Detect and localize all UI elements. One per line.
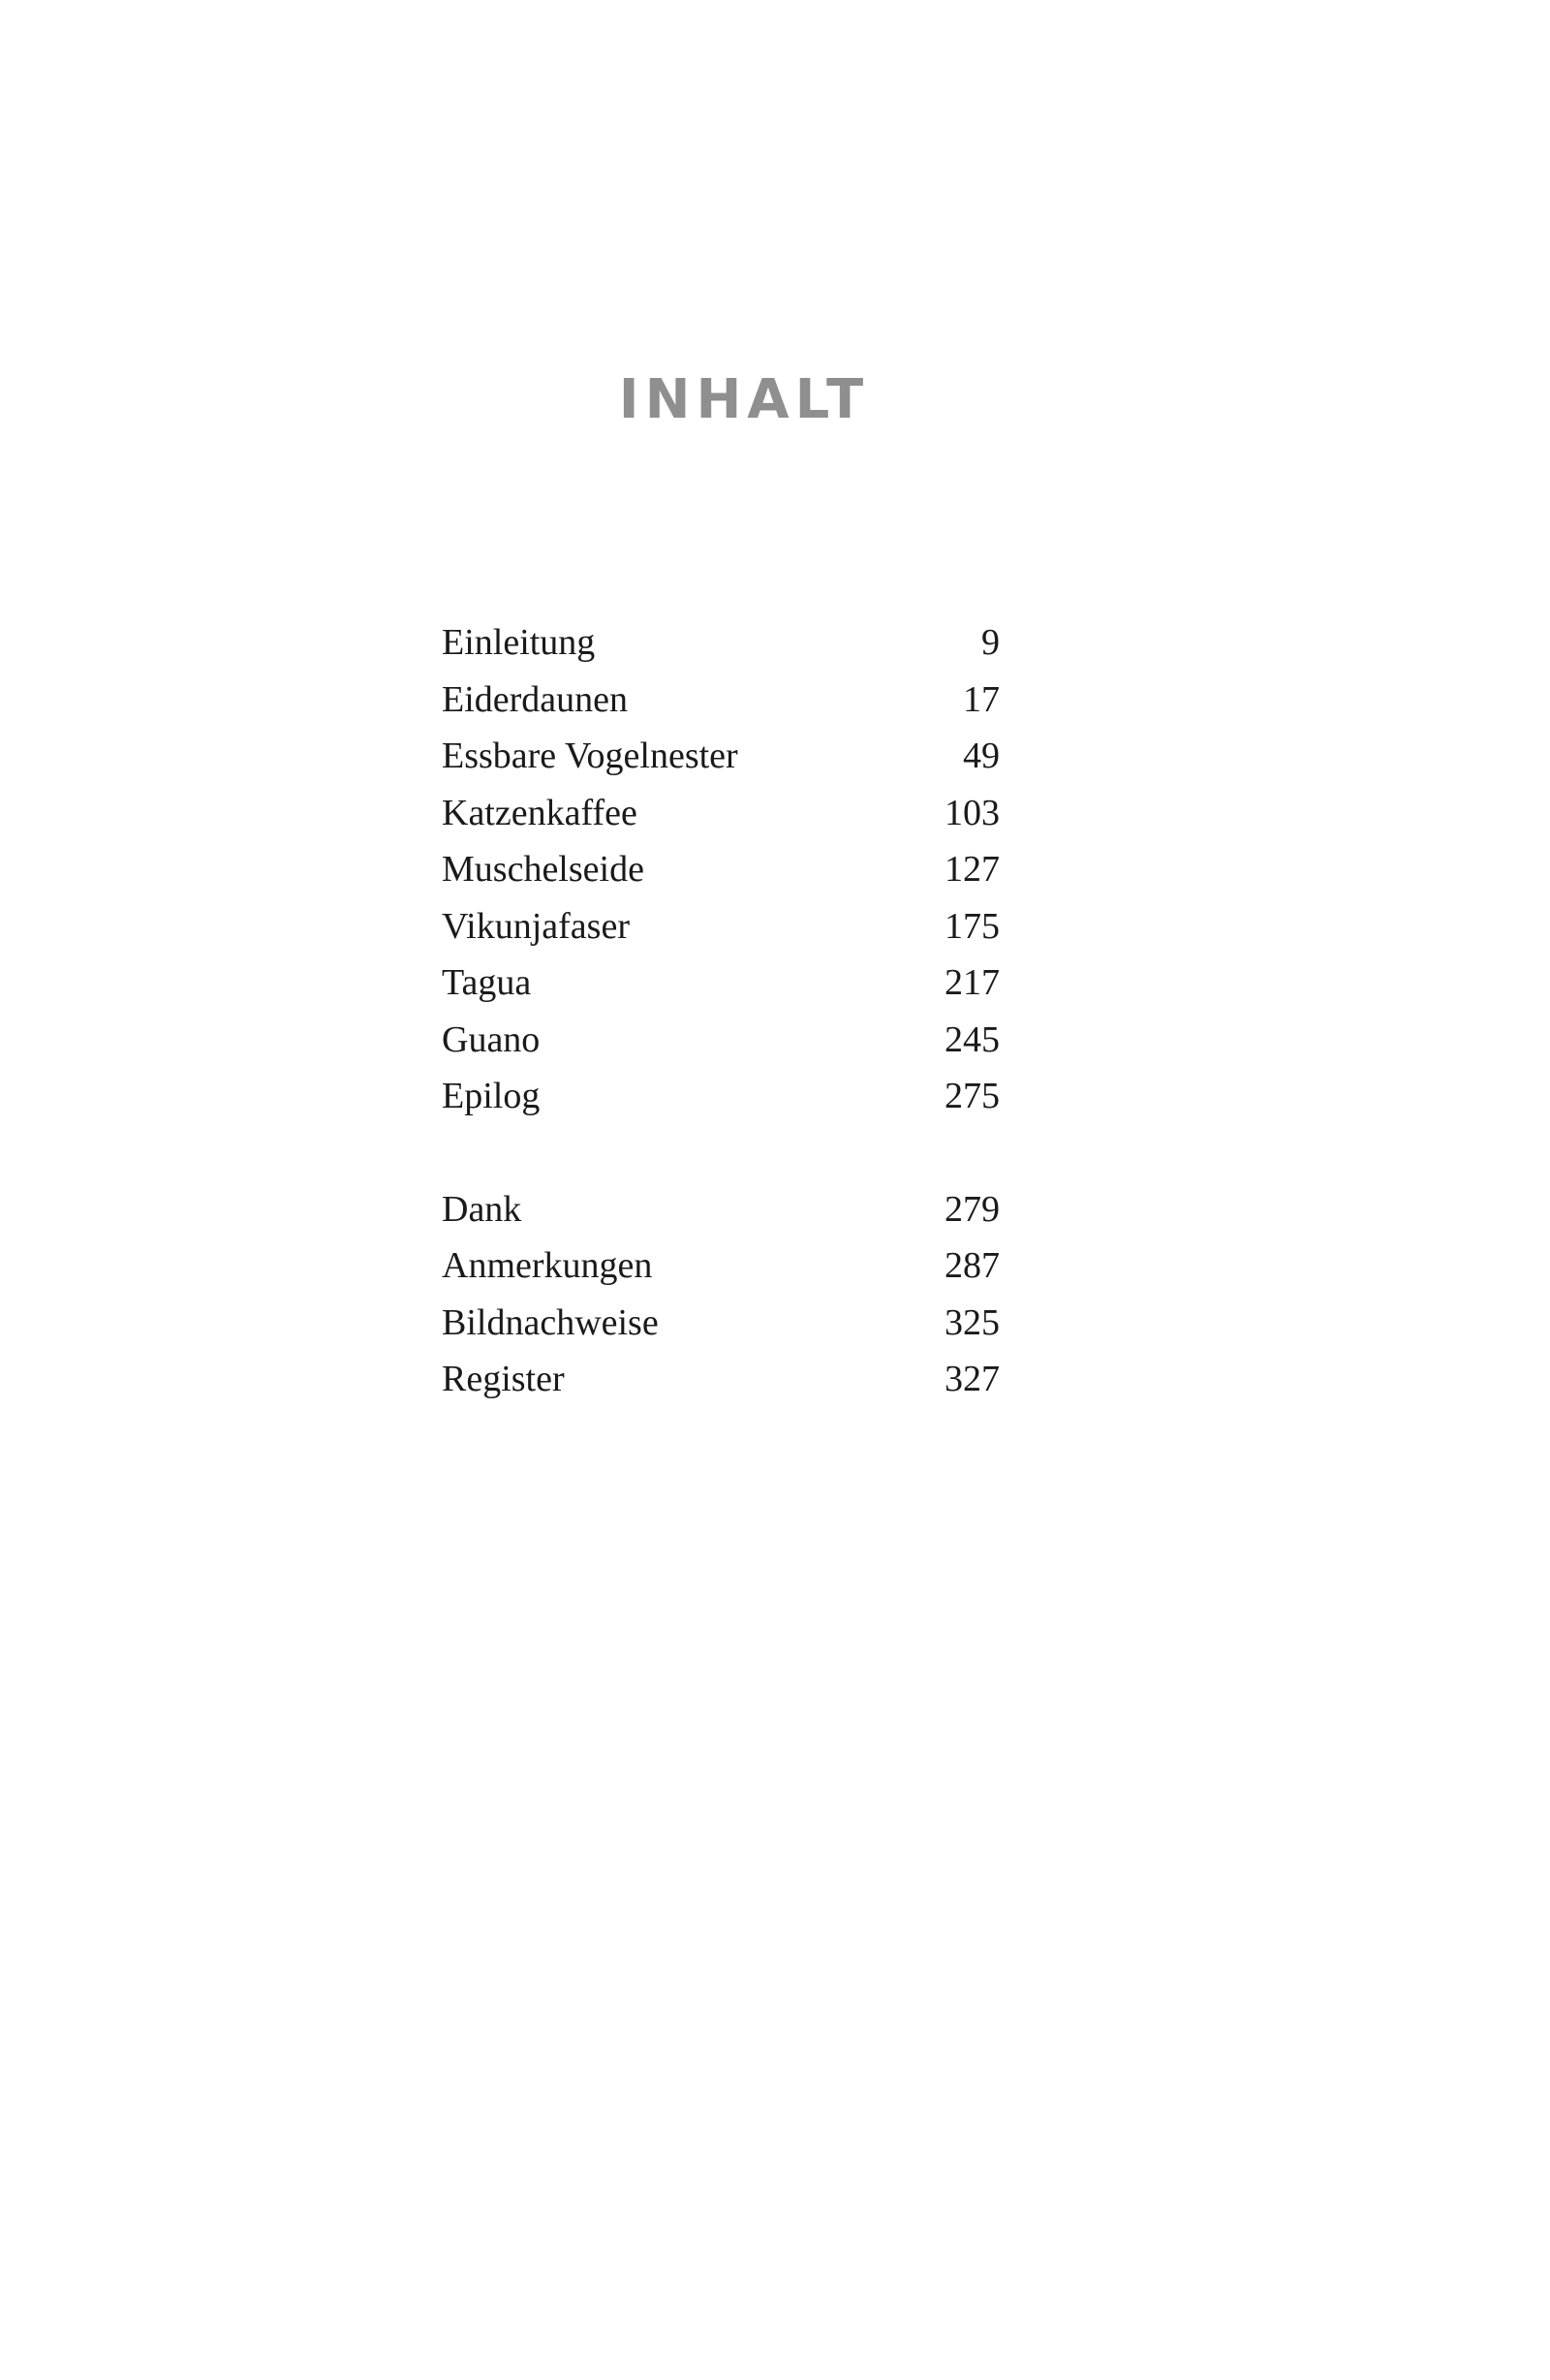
toc-entry (442, 1181, 1000, 1238)
toc-entry-page: 245 (945, 1018, 1000, 1060)
toc-entry (442, 728, 1000, 785)
toc-entry-label: Eiderdaunen (442, 678, 629, 720)
toc-entry-label: Essbare Vogelnester (442, 736, 738, 776)
toc-entry-label: Einleitung (442, 622, 596, 663)
toc-group-appendix (442, 1181, 1000, 1408)
toc-entry-page: 49 (963, 736, 1000, 776)
toc-entry-label: Dank (442, 1188, 522, 1230)
toc-entry-label: Vikunjafaser (442, 905, 630, 947)
toc-entry-label: Guano (442, 1018, 541, 1060)
toc-entry (442, 1351, 1000, 1408)
toc-entry-label: Anmerkungen (442, 1245, 653, 1286)
toc-entry-label: Bildnachweise (442, 1301, 659, 1343)
toc-group-chapters (442, 614, 1000, 1125)
toc-entry-page: 127 (945, 849, 1000, 890)
toc-entry (442, 898, 1000, 955)
toc-entry-label: Katzenkaffee (442, 792, 637, 833)
toc-entry-page: 279 (945, 1188, 1000, 1230)
toc-entry-page: 17 (963, 678, 1000, 720)
toc-entry-label: Register (442, 1359, 565, 1399)
toc-entry-label: Tagua (442, 962, 532, 1003)
toc-entry-page: 275 (945, 1076, 1000, 1116)
toc-entry (442, 1012, 1000, 1069)
toc-entry (442, 1068, 1000, 1125)
toc-entry-page: 9 (981, 622, 1000, 663)
toc-entry-page: 103 (945, 792, 1000, 833)
toc-entry-page: 327 (945, 1359, 1000, 1399)
toc-entry-page: 217 (945, 962, 1000, 1003)
toc-entry-page: 175 (945, 905, 1000, 947)
toc-entry (442, 1237, 1000, 1295)
toc-entry-label: Muschelseide (442, 849, 644, 890)
page-title: INHALT (618, 368, 870, 431)
toc-entry (442, 785, 1000, 842)
toc-entry (442, 841, 1000, 898)
toc-entry (442, 672, 1000, 729)
toc-entry-page: 287 (945, 1245, 1000, 1286)
toc-entry-label: Epilog (442, 1076, 541, 1116)
toc-entry-page: 325 (945, 1301, 1000, 1343)
toc-entry (442, 1295, 1000, 1352)
table-of-contents (442, 614, 1000, 1408)
toc-entry (442, 955, 1000, 1012)
toc-entry (442, 614, 1000, 672)
